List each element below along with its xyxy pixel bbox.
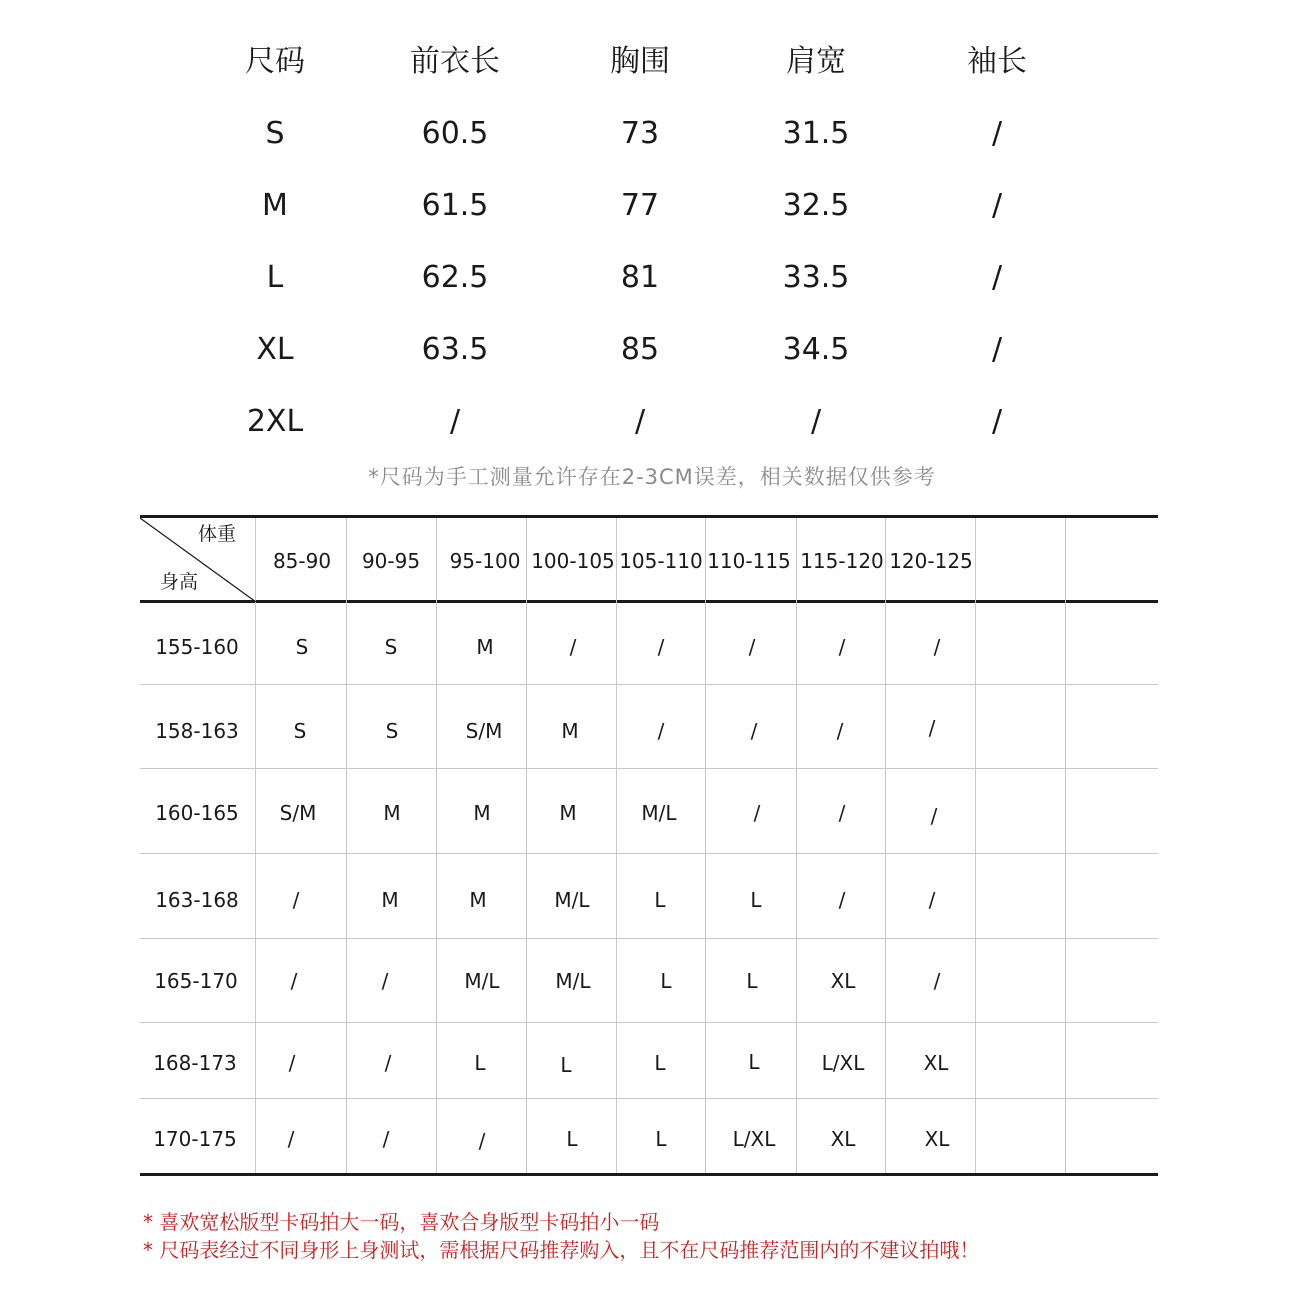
size-cell: / [478,1129,486,1153]
size-cell: M [381,888,399,912]
size-cell: / [382,1127,390,1151]
header-front-length: 前衣长 [410,44,500,79]
footnote-loose-fit: * 喜欢宽松版型卡码拍大一码，喜欢合身版型卡码拍小一码 [143,1210,660,1234]
size-chart-cell: 33.5 [782,260,850,295]
weight-column-header: 95-100 [449,549,521,573]
size-cell: / [838,801,846,825]
size-cell: L [474,1051,486,1075]
size-cell: / [928,716,936,740]
weight-column-header: 115-120 [800,549,884,573]
header-sleeve: 袖长 [967,44,1027,79]
height-row-label: 168-173 [153,1051,237,1075]
size-cell: M/L [554,888,590,912]
size-chart-cell: / [991,260,1003,295]
size-cell: / [748,635,756,659]
weight-column-header: 100-105 [531,549,615,573]
size-cell: XL [924,1127,950,1151]
size-cell: / [384,1051,392,1075]
size-cell: M [473,801,491,825]
size-chart-cell: 85 [620,332,660,367]
size-cell: M/L [555,969,591,993]
size-cell: XL [830,969,856,993]
grid-col-divider [975,518,976,1173]
size-chart-cell: 73 [620,116,660,151]
size-cell: / [753,801,761,825]
corner-height-label: 身高 [160,571,199,593]
size-chart-cell: 60.5 [421,116,489,151]
size-cell: / [838,635,846,659]
size-cell: L [748,1050,760,1074]
size-cell: / [928,888,936,912]
size-chart-cell: 2XL [246,404,304,439]
grid-col-divider [255,518,256,1173]
height-row-label: 160-165 [155,801,239,825]
size-cell: L [654,1051,666,1075]
size-cell: / [569,635,577,659]
grid-bottom-border [140,1173,1158,1176]
grid-col-divider [346,518,347,1173]
footnote-recommendation: * 尺码表经过不同身形上身测试，需根据尺码推荐购入，且不在尺码推荐范围内的不建议拍哦！ [143,1238,980,1262]
size-cell: / [836,719,844,743]
size-cell: S/M [465,719,503,743]
size-cell: L [750,888,762,912]
size-cell: M [561,719,579,743]
size-cell: / [287,1127,295,1151]
height-row-label: 163-168 [155,888,239,912]
size-chart-cell: / [991,404,1003,439]
grid-row-divider [140,938,1158,939]
size-cell: / [381,969,389,993]
size-cell: S [295,635,309,659]
grid-row-divider [140,1098,1158,1099]
grid-col-divider [1065,518,1066,1173]
weight-column-header: 105-110 [619,549,703,573]
size-cell: M/L [641,801,677,825]
grid-col-divider [526,518,527,1173]
size-cell: / [288,1051,296,1075]
grid-row-divider [140,684,1158,685]
height-row-label: 158-163 [155,719,239,743]
size-cell: / [930,804,938,828]
grid-col-divider [616,518,617,1173]
size-cell: / [292,888,300,912]
weight-column-header: 85-90 [272,549,332,573]
grid-col-divider [705,518,706,1173]
size-chart-cell: / [991,116,1003,151]
grid-row-divider [140,853,1158,854]
size-cell: L/XL [732,1127,776,1151]
size-cell: M [559,801,577,825]
size-cell: M [469,888,487,912]
grid-col-divider [885,518,886,1173]
height-row-label: 165-170 [154,969,238,993]
size-chart-cell: L [266,260,284,295]
size-cell: L [746,969,758,993]
size-chart-cell: / [449,404,461,439]
size-cell: / [933,969,941,993]
size-chart-cell: 32.5 [782,188,850,223]
size-recommendation-grid [140,515,1158,1177]
size-chart-cell: 81 [620,260,660,295]
size-chart-cell: M [262,188,288,223]
size-cell: M [383,801,401,825]
grid-top-border [140,515,1158,518]
grid-row-divider [140,768,1158,769]
size-cell: XL [830,1127,856,1151]
header-shoulder: 肩宽 [786,44,846,79]
size-cell: S [384,635,398,659]
weight-column-header: 120-125 [889,549,973,573]
weight-column-header: 90-95 [361,549,421,573]
size-cell: L [560,1053,572,1077]
size-chart-cell: 63.5 [421,332,489,367]
size-cell: M/L [464,969,500,993]
height-row-label: 155-160 [155,635,239,659]
size-cell: L [660,969,672,993]
size-chart-cell: 34.5 [782,332,850,367]
header-size: 尺码 [245,44,305,79]
corner-weight-label: 体重 [198,523,237,545]
size-chart [0,0,1296,460]
size-cell: / [750,719,758,743]
size-cell: / [933,635,941,659]
grid-row-divider [140,1022,1158,1023]
size-cell: / [657,719,665,743]
size-chart-cell: / [991,188,1003,223]
size-cell: M [476,635,494,659]
size-chart-cell: 61.5 [421,188,489,223]
grid-header-border [140,600,1158,603]
size-chart-cell: 62.5 [421,260,489,295]
header-chest: 胸围 [610,44,670,79]
footnotes [143,1208,979,1264]
size-chart-cell: 77 [620,188,660,223]
size-cell: / [290,969,298,993]
size-cell: S/M [279,801,317,825]
size-chart-cell: / [991,332,1003,367]
size-cell: L [655,1127,667,1151]
size-cell: S [293,719,307,743]
size-cell: L [566,1127,578,1151]
size-cell: / [838,888,846,912]
grid-col-divider [796,518,797,1173]
weight-column-header: 110-115 [707,549,791,573]
size-chart-cell: 31.5 [782,116,850,151]
height-row-label: 170-175 [153,1127,237,1151]
size-cell: S [385,719,399,743]
size-cell: / [657,635,665,659]
size-chart-cell: / [810,404,822,439]
size-cell: L/XL [821,1051,865,1075]
size-chart-cell: S [265,116,285,151]
size-chart-cell: XL [256,332,294,367]
size-chart-cell: / [634,404,646,439]
measurement-note: *尺码为手工测量允许存在2-3CM误差，相关数据仅供参考 [368,465,936,489]
size-cell: XL [923,1051,949,1075]
grid-col-divider [436,518,437,1173]
size-cell: L [654,888,666,912]
